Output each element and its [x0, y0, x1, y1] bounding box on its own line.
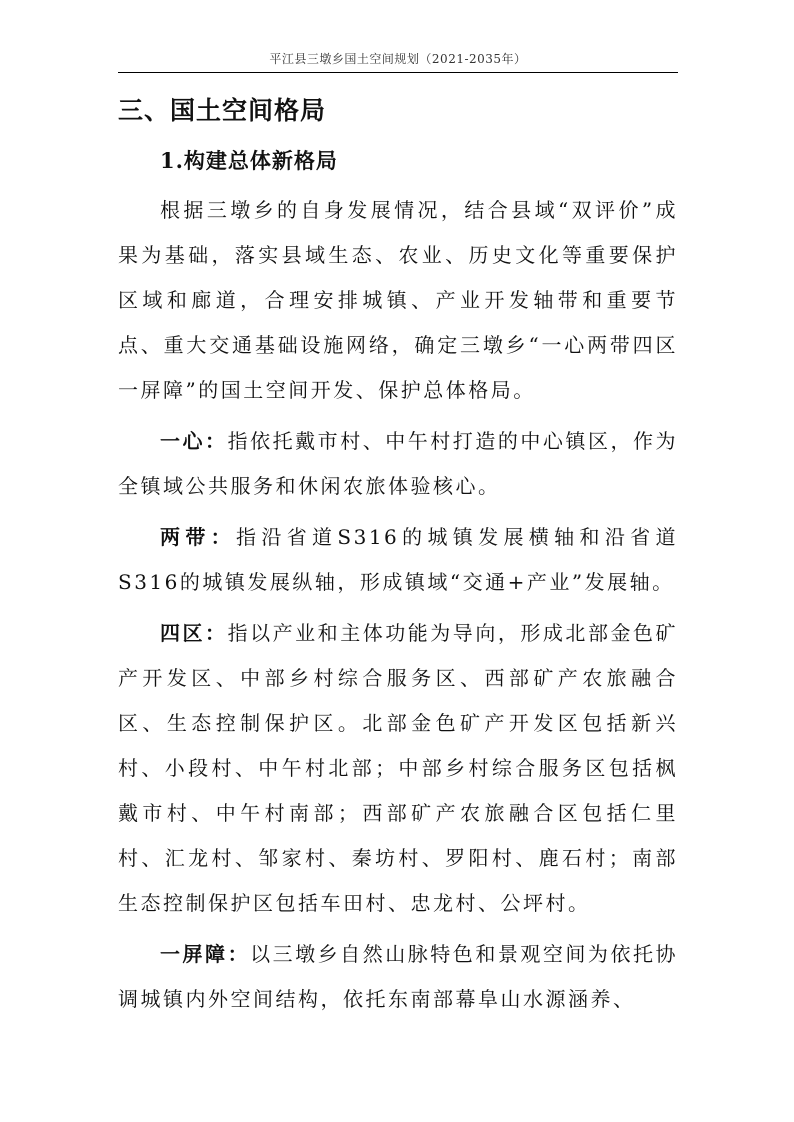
section-title: 三、国土空间格局: [118, 96, 327, 125]
paragraph-text: 指以产业和主体功能为导向，形成北部金色矿产开发区、中部乡村综合服务区、西部矿产农旅融合区、生态控制保护区。北部金色矿产开发区包括新兴村、小段村、中午村北部；中部乡村综合服务区包括枫戴市村、中午村南部；西部矿产农旅融合区包括仁里村、汇龙村、邹家村、秦坊村、罗阳村、鹿石村；南部生态控制保护区包括车田村、忠龙村、公坪村。: [118, 621, 679, 915]
paragraph-lead: 一心：: [160, 429, 228, 453]
paragraph-text: 以三墩乡自然山脉特色和景观空间为依托协调城镇内外空间结构，依托东南部幕阜山水源涵养、: [118, 942, 679, 1011]
header-divider: [118, 72, 678, 73]
paragraph-four-zones: [118, 611, 678, 926]
paragraph-lead: 一屏障：: [160, 942, 251, 966]
paragraph-text: 指沿省道S316的城镇发展横轴和沿省道S316的城镇发展纵轴，形成镇域“交通+产业”发展轴。: [118, 525, 679, 594]
paragraph-lead: 两带：: [160, 525, 237, 549]
paragraph-lead: 四区：: [160, 621, 228, 645]
subsection-title: 1.构建总体新格局: [160, 148, 338, 173]
paragraph-text: 根据三墩乡的自身发展情况，结合县域“双评价”成果为基础，落实县域生态、农业、历史文化等重要保护区域和廊道，合理安排城镇、产业开发轴带和重要节点、重大交通基础设施网络，确定三墩乡“一心两带四区一屏障”的国土空间开发、保护总体格局。: [118, 198, 678, 402]
paragraph-two-belts: [118, 515, 678, 605]
running-header: 平江县三墩乡国土空间规划（2021-2035年）: [269, 52, 527, 66]
body-text: [118, 188, 678, 1028]
paragraph-intro: [118, 188, 678, 413]
paragraph-text: 指依托戴市村、中午村打造的中心镇区，作为全镇域公共服务和休闲农旅体验核心。: [118, 429, 679, 498]
paragraph-one-barrier: [118, 932, 678, 1022]
paragraph-one-core: [118, 419, 678, 509]
